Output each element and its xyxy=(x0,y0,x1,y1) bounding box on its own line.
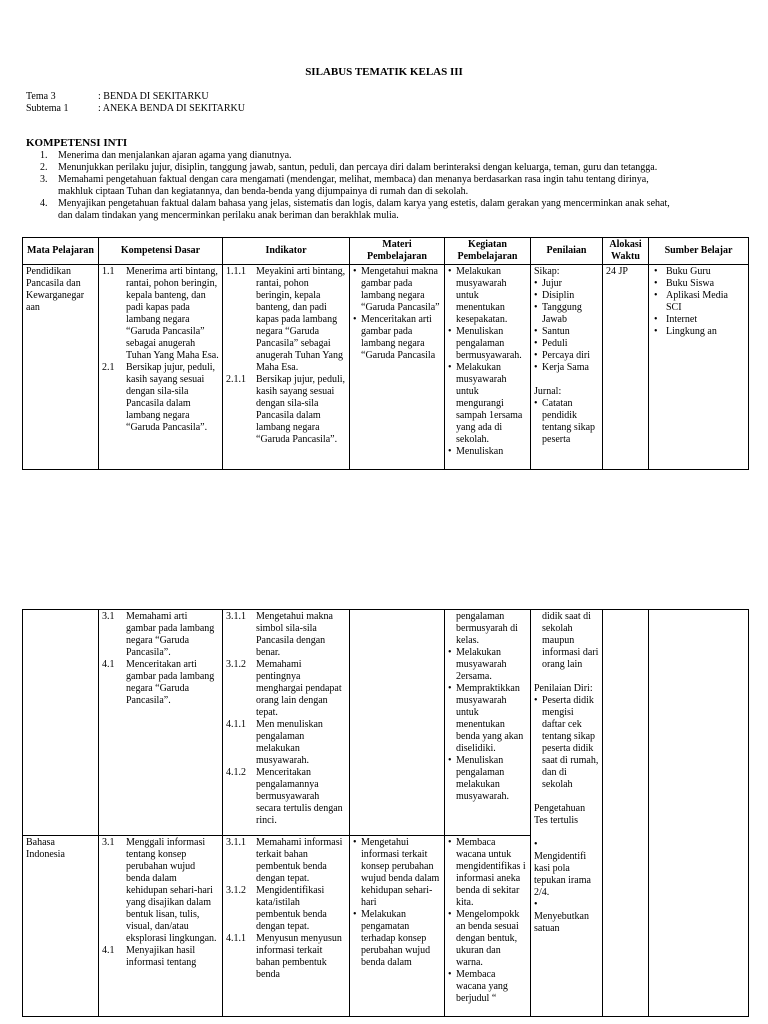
kompetensi-inti-list xyxy=(26,150,746,222)
meta-tema: Tema 3 : BENDA DI SEKITARKU xyxy=(26,91,209,102)
cell-indikator: 3.1.1 Mengetahui makna simbol sila-sila Pancasila dengan benar. 3.1.2 Memahami pentingnya menghargai pendapat orang lain dengan tepat. 4.1.1 Men menuliskan pengalaman melakukan musyawarah. 4.1.2 Menceritakan pengalamannya bermusyawarah secara tertulis dengan rinci. xyxy=(223,610,350,836)
cell-subject: Bahasa Indonesia xyxy=(23,836,99,1017)
cell-kegiatan: • Melakukan musyawarah untuk menentukan kesepakatan. • Menuliskan pengalaman bermusyawarah. • Melakukan musyawarah untuk mengurangi sampah 1ersama yang ada di sekolah. • Menuliskan xyxy=(445,265,531,470)
header-kegiatan: Kegiatan Pembelajaran xyxy=(445,238,531,265)
header-materi: Materi Pembelajaran xyxy=(350,238,445,265)
cell-penilaian: Sikap: • Jujur • Disiplin • Tanggung Jawab • Santun • Peduli • Percaya diri • Kerja Sama Jurnal: • Catatan pendidik tentang sikap peserta xyxy=(531,265,603,470)
ki-item: 3. Memahami pengetahuan faktual dengan cara mengamati (mendengar, melihat, membaca) dan menanya berdasarkan rasa ingin tahu tentang dirinya, makhluk ciptaan Tuhan dan kegiatannya, dan benda-benda yang dijumpainya di rumah dan di sekolah. xyxy=(40,174,649,197)
header-indikator: Indikator xyxy=(223,238,350,265)
cell-kompetensi-dasar: 1.1 Menerima arti bintang, rantai, pohon beringin, kepala banteng, dan padi kapas pada lambang negara “Garuda Pancasila” sebagai anugerah Tuhan Yang Maha Esa. 2.1 Bersikap jujur, peduli, kasih sayang sesuai dengan sila-sila Pancasila dalam lambang negara “Garuda Pancasila”. xyxy=(99,265,223,470)
cell-kegiatan: pengalaman bermusyarah di kelas. • Melakukan musyawarah 2ersama. • Mempraktikkan musyawarah untuk menentukan benda yang akan diselidiki. • Menuliskan pengalaman melakukan musyawarah. xyxy=(445,610,531,836)
cell-indikator: 1.1.1 Meyakini arti bintang, rantai, pohon beringin, kepala banteng, dan padi kapas pada lambang negara “Garuda Pancasila” sebagai anugerah Tuhan Yang Maha Esa. 2.1.1 Bersikap jujur, peduli, kasih sayang sesuai dengan sila-sila Pancasila dalam lambang negara “Garuda Pancasila”. xyxy=(223,265,350,470)
silabus-table-page1 xyxy=(22,237,749,470)
cell-sumber: • Buku Guru • Buku Siswa • Aplikasi Media SCI • Internet • Lingkung an xyxy=(649,265,749,470)
cell-sumber xyxy=(649,610,749,1017)
cell-penilaian: didik saat di sekolah maupun informasi dari orang lain Penilaian Diri: • Peserta didik mengisi daftar cek tentang sikap peserta didik saat di rumah, dan di sekolah Pengetahuan Tes tertulis • Mengidentifi kasi pola tepukan irama 2/4. • Menyebutkan satuan xyxy=(531,610,603,1017)
cell-materi xyxy=(350,610,445,836)
header-sumber: Sumber Belajar xyxy=(649,238,749,265)
cell-indikator: 3.1.1 Memahami informasi terkait bahan pembentuk benda dengan tepat. 3.1.2 Mengidentifikasi kata/istilah pembentuk benda dengan tepat. 4.1.1 Menyusun menyusun informasi terkait bahan pembentuk benda xyxy=(223,836,350,1017)
document-title: SILABUS TEMATIK KELAS III xyxy=(305,66,463,78)
table-row xyxy=(23,265,749,470)
meta-block xyxy=(26,91,245,115)
cell-subject: Pendidikan Pancasila dan Kewarganegar aan xyxy=(23,265,99,470)
ki-item: 4. Menyajikan pengetahuan faktual dalam bahasa yang jelas, sistematis dan logis, dalam karya yang estetis, dalam gerakan yang mencerminkan anak sehat, dan dalam tindakan yang mencerminkan perilaku anak beriman dan berakhlak mulia. xyxy=(40,198,670,221)
table-row xyxy=(23,610,749,836)
cell-kompetensi-dasar: 3.1 Memahami arti gambar pada lambang negara “Garuda Pancasila”. 4.1 Menceritakan arti gambar pada lambang negara “Garuda Pancasila”. xyxy=(99,610,223,836)
cell-alokasi: 24 JP xyxy=(603,265,649,470)
cell-materi: • Mengetahui informasi terkait konsep perubahan wujud benda dalam kehidupan sehari-hari • Melakukan pengamatan terhadap konsep perubahan wujud benda dalam xyxy=(350,836,445,1017)
header-kompetensi-dasar: Kompetensi Dasar xyxy=(99,238,223,265)
kompetensi-inti-heading: KOMPETENSI INTI xyxy=(26,137,128,149)
meta-subtema: Subtema 1 : ANEKA BENDA DI SEKITARKU xyxy=(26,103,245,114)
header-mata-pelajaran: Mata Pelajaran xyxy=(23,238,99,265)
header-penilaian: Penilaian xyxy=(531,238,603,265)
header-alokasi: Alokasi Waktu xyxy=(603,238,649,265)
ki-item: 2. Menunjukkan perilaku jujur, disiplin, tanggung jawab, santun, peduli, dan percaya diri dalam berinteraksi dengan keluarga, teman, guru dan tetangga. xyxy=(40,162,658,173)
cell-subject xyxy=(23,610,99,836)
ki-item: 1. Menerima dan menjalankan ajaran agama yang dianutnya. xyxy=(40,150,292,161)
cell-kegiatan: • Membaca wacana untuk mengidentifikas i informasi aneka benda di sekitar kita. • Mengelompokk an benda sesuai dengan bentuk, ukuran dan warna. • Membaca wacana yang berjudul “ xyxy=(445,836,531,1017)
cell-kompetensi-dasar: 3.1 Menggali informasi tentang konsep perubahan wujud benda dalam kehidupan sehari-hari yang disajikan dalam bentuk lisan, tulis, visual, dan/atau eksplorasi lingkungan. 4.1 Menyajikan hasil informasi tentang xyxy=(99,836,223,1017)
cell-alokasi xyxy=(603,610,649,1017)
silabus-table-page2 xyxy=(22,609,749,1017)
cell-materi: • Mengetahui makna gambar pada lambang negara “Garuda Pancasila” • Menceritakan arti gambar pada lambang negara “Garuda Pancasila xyxy=(350,265,445,470)
table-header-row xyxy=(23,238,749,265)
